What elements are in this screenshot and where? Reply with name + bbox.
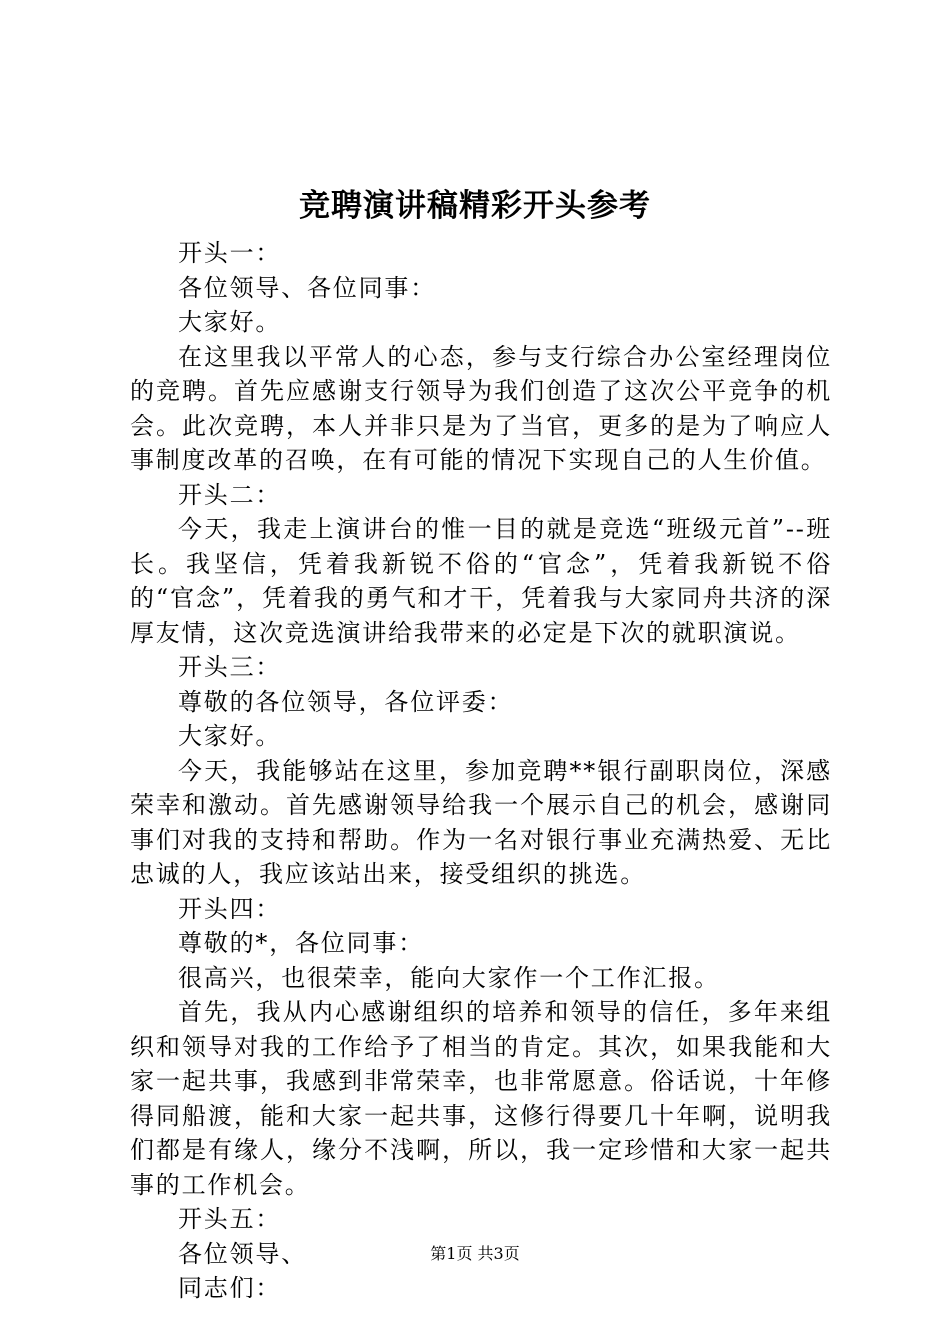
salutation: 尊敬的各位领导，各位评委： (178, 687, 514, 716)
salutation: 各位领导、各位同事： (178, 273, 436, 302)
document-body (130, 236, 832, 1306)
heading-opening-4: 开头四： (178, 894, 282, 923)
heading-opening-2: 开头二： (178, 480, 282, 509)
paragraph: 今天，我走上演讲台的惟一目的就是竞选“班级元首”--班长。我坚信，凭着我新锐不俗的“官念”，凭着我新锐不俗的“官念”，凭着我的勇气和才干，凭着我与大家同舟共济的深厚友情，这次竞选演讲给我带来的必定是下次的就职演说。 (130, 515, 832, 647)
paragraph: 今天，我能够站在这里，参加竞聘**银行副职岗位，深感荣幸和激动。首先感谢领导给我一个展示自己的机会，感谢同事们对我的支持和帮助。作为一名对银行事业充满热爱、无比忠诚的人，我应该站出来，接受组织的挑选。 (130, 756, 832, 888)
paragraph: 首先，我从内心感谢组织的培养和领导的信任，多年来组织和领导对我的工作给予了相当的肯定。其次，如果我能和大家一起共事，我感到非常荣幸，也非常愿意。俗话说，十年修得同船渡，能和大家一起共事，这修行得要几十年啊，说明我们都是有缘人，缘分不浅啊，所以，我一定珍惜和大家一起共事的工作机会。 (130, 998, 832, 1199)
salutation: 同志们： (178, 1274, 282, 1302)
salutation: 尊敬的*，各位同事： (178, 929, 424, 957)
document-title: 竞聘演讲稿精彩开头参考 (299, 188, 651, 224)
greeting: 大家好。 (178, 308, 282, 336)
salutation: 各位领导、 (178, 1239, 307, 1268)
greeting: 大家好。 (178, 722, 282, 750)
paragraph: 在这里我以平常人的心态，参与支行综合办公室经理岗位的竞聘。首先应感谢支行领导为我们创造了这次公平竞争的机会。此次竞聘，本人并非只是为了当官，更多的是为了响应人事制度改革的召唤，在有可能的情况下实现自己的人生价值。 (130, 342, 832, 474)
heading-opening-1: 开头一： (178, 239, 282, 267)
heading-opening-5: 开头五： (178, 1205, 282, 1233)
heading-opening-3: 开头三： (178, 653, 282, 681)
paragraph: 很高兴，也很荣幸，能向大家作一个工作汇报。 (178, 963, 720, 992)
page-footer: 第1页 共3页 (430, 1244, 520, 1263)
